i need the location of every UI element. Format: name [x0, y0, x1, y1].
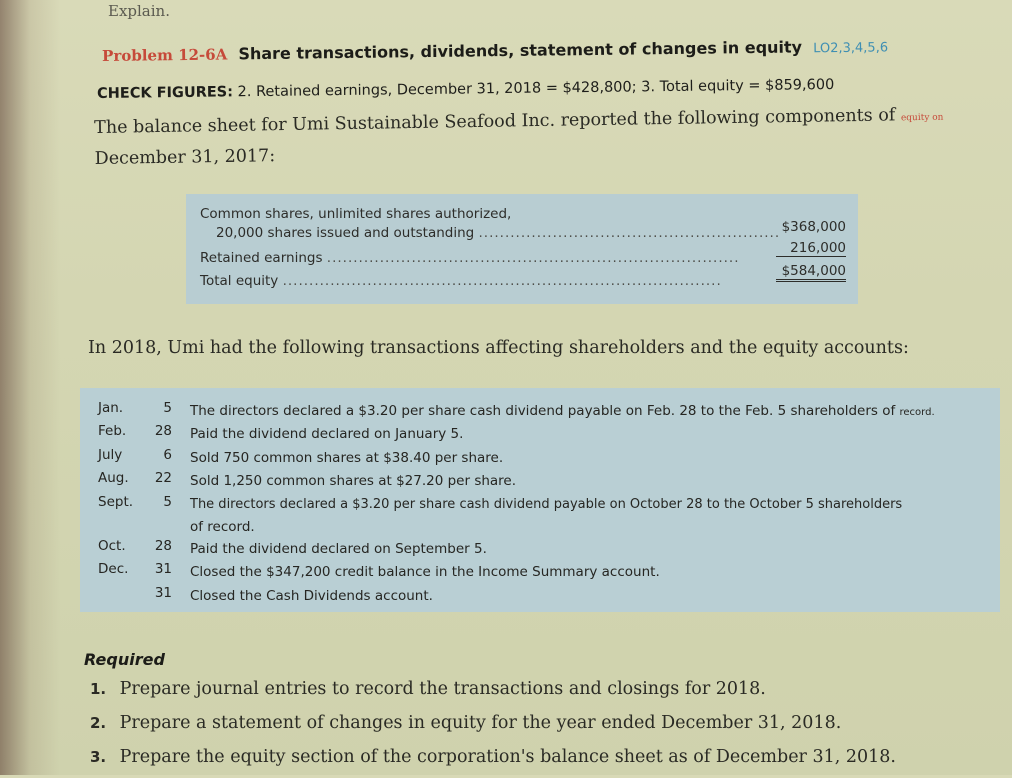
transaction-description	[190, 400, 990, 424]
required-item-text: Prepare journal entries to record the transactions and closings for 2018.	[119, 679, 766, 699]
transaction-description	[190, 494, 990, 538]
balance-row-retained-earnings	[200, 250, 740, 266]
check-figures-label: CHECK FIGURES:	[97, 84, 234, 102]
transaction-month: Jan.	[98, 400, 124, 416]
intro-line-2: December 31, 2017:	[94, 146, 276, 169]
transaction-text-tail: record.	[899, 407, 935, 418]
intro-paragraph	[94, 100, 995, 173]
required-item	[90, 710, 990, 744]
transaction-text: The directors declared a $3.20 per share cash dividend payable on October 28 to the October 5 shareholders	[190, 497, 903, 512]
transaction-month: July	[98, 447, 123, 463]
required-item-number: 1.	[90, 680, 107, 698]
transaction-day: 5	[163, 400, 172, 416]
transaction-description: Closed the $347,200 credit balance in the Income Summary account.	[190, 564, 660, 580]
required-item	[90, 744, 990, 778]
transaction-description: Sold 750 common shares at $38.40 per share.	[190, 450, 504, 466]
required-item-number: 3.	[90, 748, 107, 766]
problem-heading	[102, 35, 962, 65]
transaction-text: The directors declared a $3.20 per share cash dividend payable on Feb. 28 to the Feb. 5 shareholders of	[190, 403, 896, 419]
learning-objectives: LO2,3,4,5,6	[813, 40, 889, 57]
transaction-day: 22	[154, 470, 172, 486]
transaction-day: 28	[154, 423, 172, 439]
transaction-month: Dec.	[98, 561, 129, 577]
balance-label: Total equity	[200, 273, 279, 289]
required-item-number: 2.	[90, 714, 107, 732]
balance-sheet-box	[186, 194, 858, 304]
transaction-day: 31	[154, 561, 172, 577]
page-edge-shadow	[0, 0, 60, 775]
balance-row-common-shares	[200, 206, 511, 222]
balance-amount-total-equity: $584,000	[776, 263, 846, 282]
transaction-day: 28	[154, 538, 172, 554]
transaction-day: 5	[163, 494, 172, 510]
leader-dots: .........................................................	[478, 225, 781, 241]
transaction-day: 31	[154, 585, 172, 601]
transaction-description: Sold 1,250 common shares at $27.20 per share.	[190, 473, 517, 489]
balance-amount-retained-earnings: 216,000	[776, 240, 846, 257]
problem-title: Share transactions, dividends, statement of changes in equity	[238, 37, 803, 64]
balance-amount-common-shares: $368,000	[781, 219, 846, 235]
transaction-description: Closed the Cash Dividends account.	[190, 588, 433, 604]
leader-dots: ...................................................................................	[282, 273, 722, 289]
check-figures-text: 2. Retained earnings, December 31, 2018 = $428,800; 3. Total equity = $859,600	[237, 76, 835, 101]
transaction-month: Sept.	[98, 494, 134, 510]
transaction-description: Paid the dividend declared on September 5.	[190, 541, 487, 557]
transaction-text-line2: of record.	[190, 519, 255, 535]
required-item-text: Prepare the equity section of the corporation's balance sheet as of December 31, 2018.	[119, 747, 896, 767]
explain-heading: Explain.	[108, 2, 170, 20]
problem-number: Problem 12-6A	[102, 45, 228, 65]
intro-line-1: The balance sheet for Umi Sustainable Seafood Inc. reported the following components of	[94, 105, 896, 138]
transaction-month: Oct.	[98, 538, 126, 554]
leader-dots: ..............................................................................	[326, 250, 740, 266]
intro-line-1-tail: equity on	[900, 112, 944, 124]
required-item	[90, 676, 990, 710]
transaction-month: Feb.	[98, 423, 127, 439]
transaction-description: Paid the dividend declared on January 5.	[190, 426, 464, 442]
required-list	[90, 676, 990, 778]
balance-row-common-shares-line2	[216, 225, 780, 241]
check-figures	[97, 77, 834, 102]
transactions-intro: In 2018, Umi had the following transactions affecting shareholders and the equity accounts:	[88, 338, 909, 358]
transaction-month: Aug.	[98, 470, 129, 486]
balance-label: Common shares, unlimited shares authorized,	[200, 206, 512, 222]
balance-label: 20,000 shares issued and outstanding	[216, 225, 475, 241]
required-heading: Required	[84, 650, 165, 669]
required-item-text: Prepare a statement of changes in equity for the year ended December 31, 2018.	[119, 713, 842, 733]
transactions-box	[80, 388, 1000, 612]
balance-row-total-equity	[200, 273, 722, 289]
transaction-day: 6	[163, 447, 172, 463]
balance-label: Retained earnings	[200, 250, 323, 266]
